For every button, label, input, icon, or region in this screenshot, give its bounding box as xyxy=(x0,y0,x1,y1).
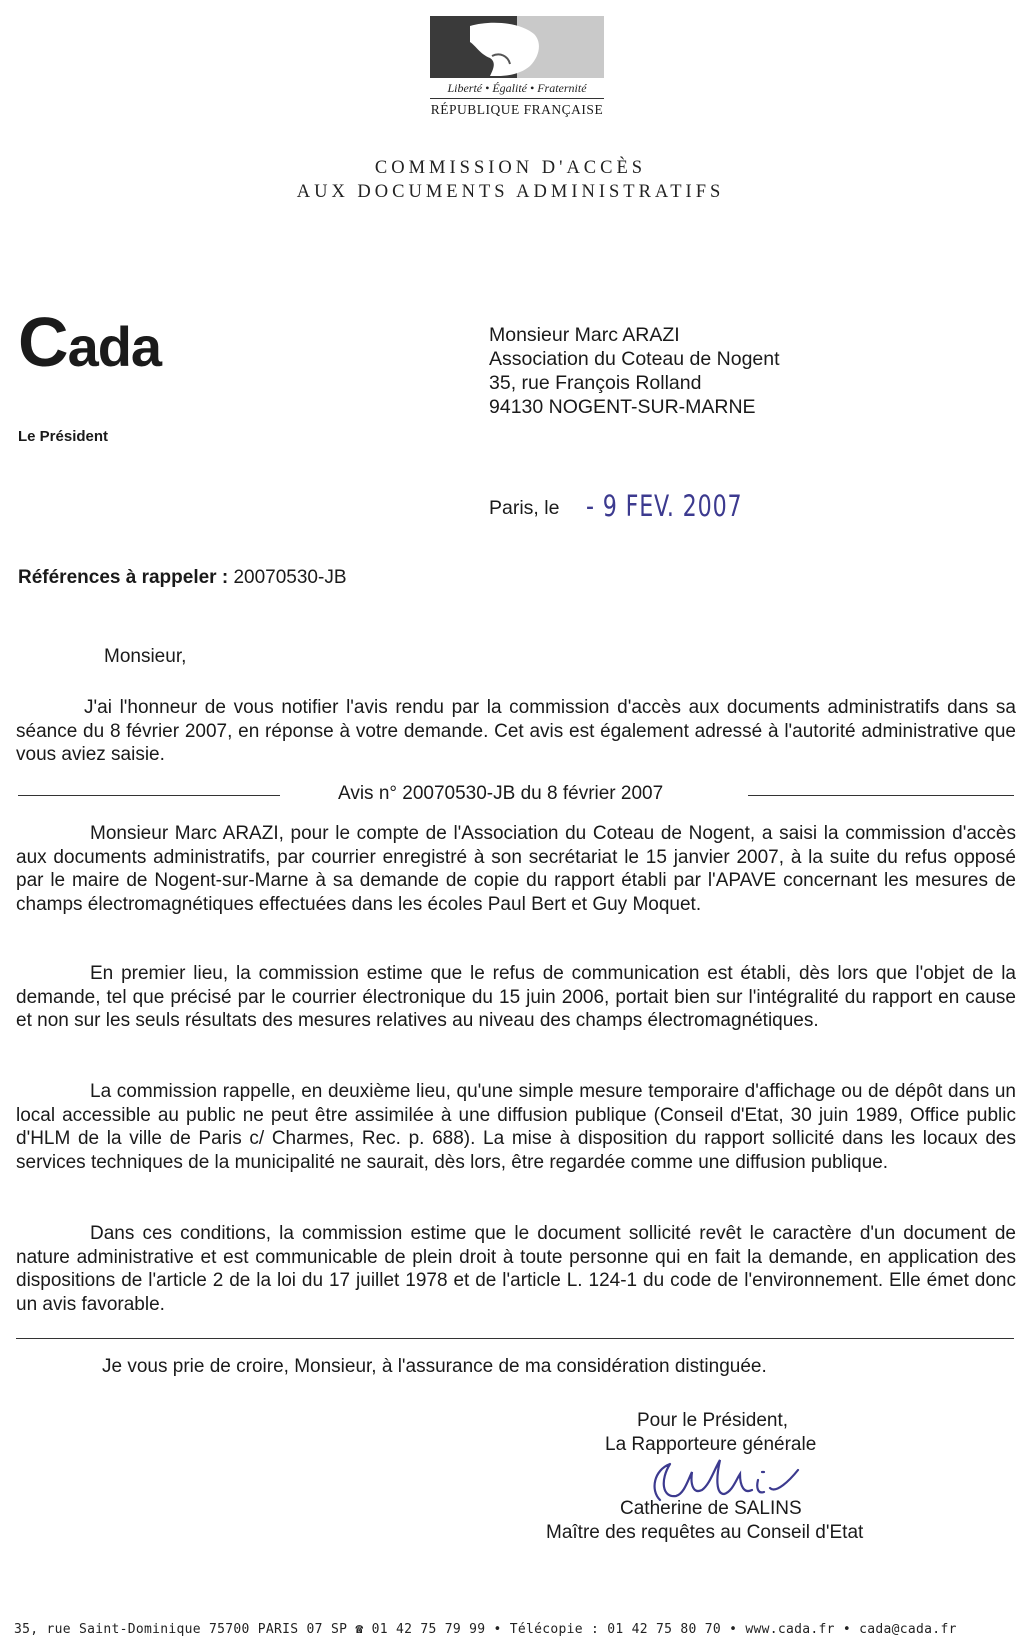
recipient-street: 35, rue François Rolland xyxy=(489,372,702,394)
signatory-title: Maître des requêtes au Conseil d'Etat xyxy=(546,1522,864,1543)
references-label: Références à rappeler : xyxy=(18,567,229,588)
footer-contact: 35, rue Saint-Dominique 75700 PARIS 07 SP ☎ 01 42 75 79 99 • Télécopie : 01 42 75 80 70 • www.cada.fr • cada@cada.fr xyxy=(14,1622,957,1637)
divider-right xyxy=(748,795,1014,796)
intro-paragraph xyxy=(16,696,1016,767)
paragraph-3 xyxy=(16,1080,1016,1174)
paragraph-4-text: Dans ces conditions, la commission estime que le document sollicité revêt le caractère d'un document de nature administrative et est communicable de plein droit à toute personne qui en fait la demande, en application des dispositions de l'article 2 de la loi du 17 juillet 1978 et de l'article L. 124-1 du code de l'environnement. Elle émet donc un avis favorable. xyxy=(16,1223,1016,1315)
commission-title-line1: COMMISSION D'ACCÈS xyxy=(374,158,647,178)
commission-title-line2: AUX DOCUMENTS ADMINISTRATIFS xyxy=(296,182,725,202)
intro-text: J'ai l'honneur de vous notifier l'avis rendu par la commission d'accès aux documents administratifs dans sa séance du 8 février 2007, en réponse à votre demande. Cet avis est également adressé à l'autorité administrative que vous aviez saisie. xyxy=(16,697,1016,765)
recipient-organization: Association du Coteau de Nogent xyxy=(489,348,780,370)
marianne-emblem-icon xyxy=(430,16,604,78)
motto: Liberté • Égalité • Fraternité xyxy=(447,81,587,95)
paragraph-2 xyxy=(16,962,1016,1033)
paragraph-1 xyxy=(16,822,1016,916)
salutation: Monsieur, xyxy=(104,646,187,667)
paragraph-4 xyxy=(16,1222,1016,1316)
sender-role: Le Président xyxy=(18,428,109,445)
cada-logo: Cada xyxy=(18,303,162,381)
recipient-name: Monsieur Marc ARAZI xyxy=(489,324,680,346)
recipient-city: 94130 NOGENT-SUR-MARNE xyxy=(489,396,756,418)
signatory-name: Catherine de SALINS xyxy=(620,1498,802,1519)
closing: Je vous prie de croire, Monsieur, à l'assurance de ma considération distinguée. xyxy=(102,1356,767,1377)
paragraph-3-text: La commission rappelle, en deuxième lieu, qu'une simple mesure temporaire d'affichage ou de dépôt dans un local accessible au public ne peut être assimilée à une diffusion publique (Conseil d'Etat, 30 juin 1989, Office public d'HLM de la ville de Paris c/ Charmes, Rec. p. 688). La mise à disposition du rapport sollicité dans les locaux des services techniques de la municipalité ne saurait, dès lors, être regardée comme une diffusion publique. xyxy=(16,1081,1016,1173)
divider-bottom xyxy=(16,1338,1014,1339)
references-value: 20070530-JB xyxy=(233,567,347,588)
divider-left xyxy=(18,795,280,796)
references xyxy=(18,567,347,589)
avis-title: Avis n° 20070530-JB du 8 février 2007 xyxy=(338,783,664,804)
republique-francaise-label: RÉPUBLIQUE FRANÇAISE xyxy=(430,98,604,118)
date-label: Paris, le xyxy=(489,497,560,519)
date-stamp: - 9 FEV. 2007 xyxy=(586,489,743,523)
signature-line2: La Rapporteure générale xyxy=(605,1434,817,1455)
republique-francaise-logo xyxy=(430,16,610,118)
paragraph-1-text: Monsieur Marc ARAZI, pour le compte de l'Association du Coteau de Nogent, a saisi la commission d'accès aux documents administratifs, par courrier enregistré à son secrétariat le 15 janvier 2007, à la suite du refus opposé par le maire de Nogent-sur-Marne à sa demande de copie du rapport établi par l'APAVE concernant les mesures de champs électromagnétiques effectuées dans les écoles Paul Bert et Guy Moquet. xyxy=(16,823,1016,915)
paragraph-2-text: En premier lieu, la commission estime que le refus de communication est établi, dès lors que l'objet de la demande, tel que précisé par le courrier électronique du 15 juin 2006, portait bien sur l'intégralité du rapport en cause et non sur les seuls résultats des mesures relatives au niveau des champs électromagnétiques. xyxy=(16,963,1016,1031)
signature-line1: Pour le Président, xyxy=(637,1410,789,1431)
